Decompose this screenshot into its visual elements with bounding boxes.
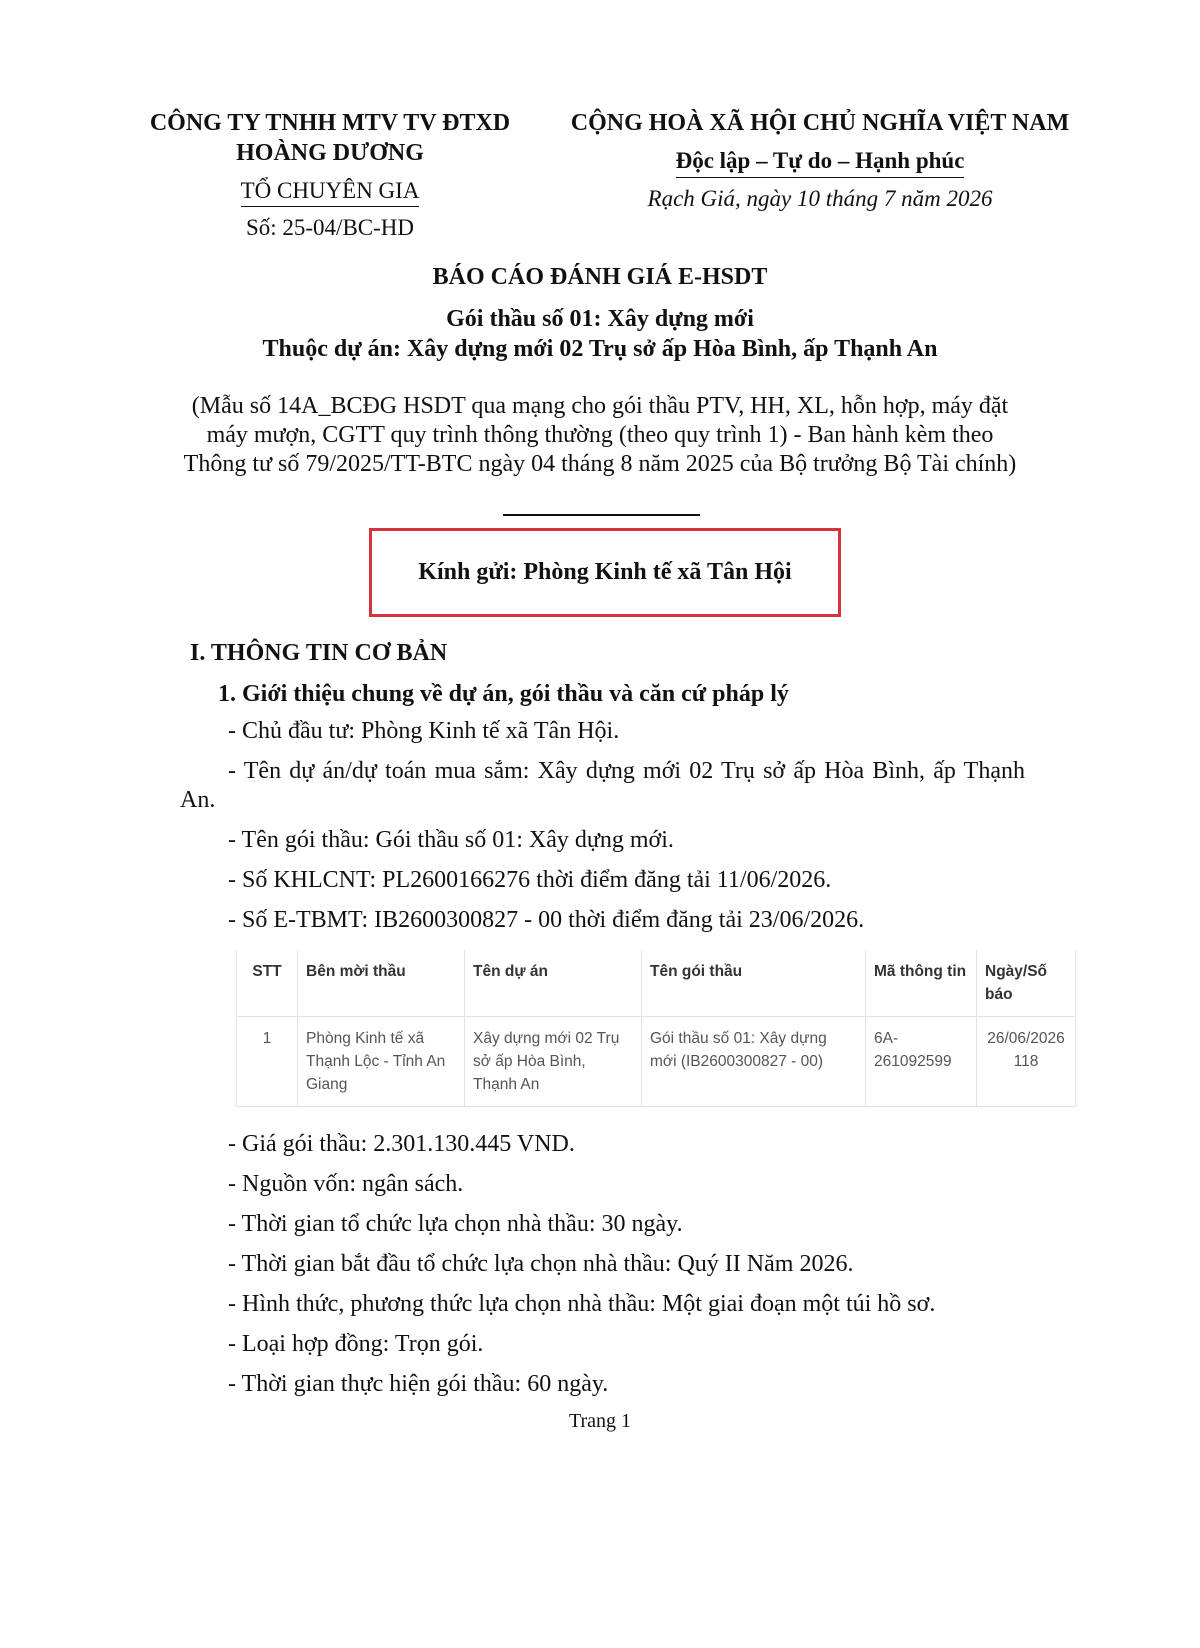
recipient-text: Kính gửi: Phòng Kinh tế xã Tân Hội [418, 559, 792, 585]
info-investor: - Chủ đầu tư: Phòng Kinh tế xã Tân Hội. [228, 718, 620, 744]
national-header [560, 108, 1080, 214]
report-title: BÁO CÁO ĐÁNH GIÁ E-HSDT [432, 264, 768, 290]
info-plan-number: - Số KHLCNT: PL2600166276 thời điểm đăng tải 11/06/2026. [228, 867, 832, 893]
info-funding-source: - Nguồn vốn: ngân sách. [228, 1171, 464, 1197]
info-selection-start: - Thời gian bắt đầu tổ chức lựa chọn nhà thầu: Quý II Năm 2026. [228, 1251, 854, 1277]
info-tender-notice: - Số E-TBMT: IB2600300827 - 00 thời điểm đăng tải 23/06/2026. [228, 907, 865, 933]
national-motto: Độc lập – Tự do – Hạnh phúc [676, 146, 965, 178]
info-selection-method: - Hình thức, phương thức lựa chọn nhà thầu: Một giai đoạn một túi hồ sơ. [228, 1291, 936, 1317]
info-package-name: - Tên gói thầu: Gói thầu số 01: Xây dựng mới. [228, 827, 674, 853]
recipient-box [369, 528, 841, 617]
document-number: Số: 25-04/BC-HD [245, 215, 415, 240]
issuer-block [140, 108, 520, 243]
table-cell: Phòng Kinh tế xã Thạnh Lộc - Tỉnh An Giang [298, 1017, 465, 1107]
issuer-team: TỔ CHUYÊN GIA [241, 176, 420, 207]
table-cell: 1 [237, 1017, 298, 1107]
column-header: Ngày/Số báo [977, 950, 1076, 1017]
column-header: Mã thông tin [866, 950, 977, 1017]
section-heading: I. THÔNG TIN CƠ BẢN [190, 640, 448, 666]
tender-info-table [236, 950, 1076, 1107]
place-date: Rạch Giá, ngày 10 tháng 7 năm 2026 [647, 186, 993, 211]
column-header: STT [237, 950, 298, 1017]
column-header: Tên gói thầu [642, 950, 866, 1017]
info-contract-type: - Loại hợp đồng: Trọn gói. [228, 1331, 484, 1357]
page-number: Trang 1 [568, 1410, 632, 1432]
form-reference-note: (Mẫu số 14A_BCĐG HSDT qua mạng cho gói thầu PTV, HH, XL, hỗn hợp, máy đặt máy mượn, CGTT quy trình thông thường (theo quy trình 1) - Ban hành kèm theo Thông tư số 79/2025/TT-BTC ngày 04 tháng 8 năm 2025 của Bộ trưởng Bộ Tài chính) [183, 393, 1017, 477]
table-cell: 6A-261092599 [866, 1017, 977, 1107]
issuer-name-line2: HOÀNG DƯƠNG [236, 140, 424, 166]
project-line: Thuộc dự án: Xây dựng mới 02 Trụ sở ấp Hòa Bình, ấp Thạnh An [262, 336, 938, 362]
table-cell: 26/06/2026 118 [977, 1017, 1076, 1107]
table-header-row [237, 950, 1076, 1017]
divider-rule [503, 514, 700, 516]
info-selection-duration: - Thời gian tổ chức lựa chọn nhà thầu: 30 ngày. [228, 1211, 683, 1237]
table-row [237, 1017, 1076, 1107]
table-cell: Xây dựng mới 02 Trụ sở ấp Hòa Bình, Thạnh An [465, 1017, 642, 1107]
info-project-name: - Tên dự án/dự toán mua sắm: Xây dựng mới 02 Trụ sở ấp Hòa Bình, ấp Thạnh An. [180, 758, 1025, 813]
column-header: Bên mời thầu [298, 950, 465, 1017]
info-execution-time: - Thời gian thực hiện gói thầu: 60 ngày. [228, 1371, 609, 1397]
nation-title: CỘNG HOÀ XÃ HỘI CHỦ NGHĨA VIỆT NAM [570, 110, 1070, 136]
table-cell: Gói thầu số 01: Xây dựng mới (IB2600300827 - 00) [642, 1017, 866, 1107]
info-package-price: - Giá gói thầu: 2.301.130.445 VND. [228, 1131, 575, 1157]
package-line: Gói thầu số 01: Xây dựng mới [446, 306, 754, 332]
subsection-heading: 1. Giới thiệu chung về dự án, gói thầu và căn cứ pháp lý [218, 681, 789, 707]
column-header: Tên dự án [465, 950, 642, 1017]
issuer-name-line1: CÔNG TY TNHH MTV TV ĐTXD [149, 110, 511, 136]
